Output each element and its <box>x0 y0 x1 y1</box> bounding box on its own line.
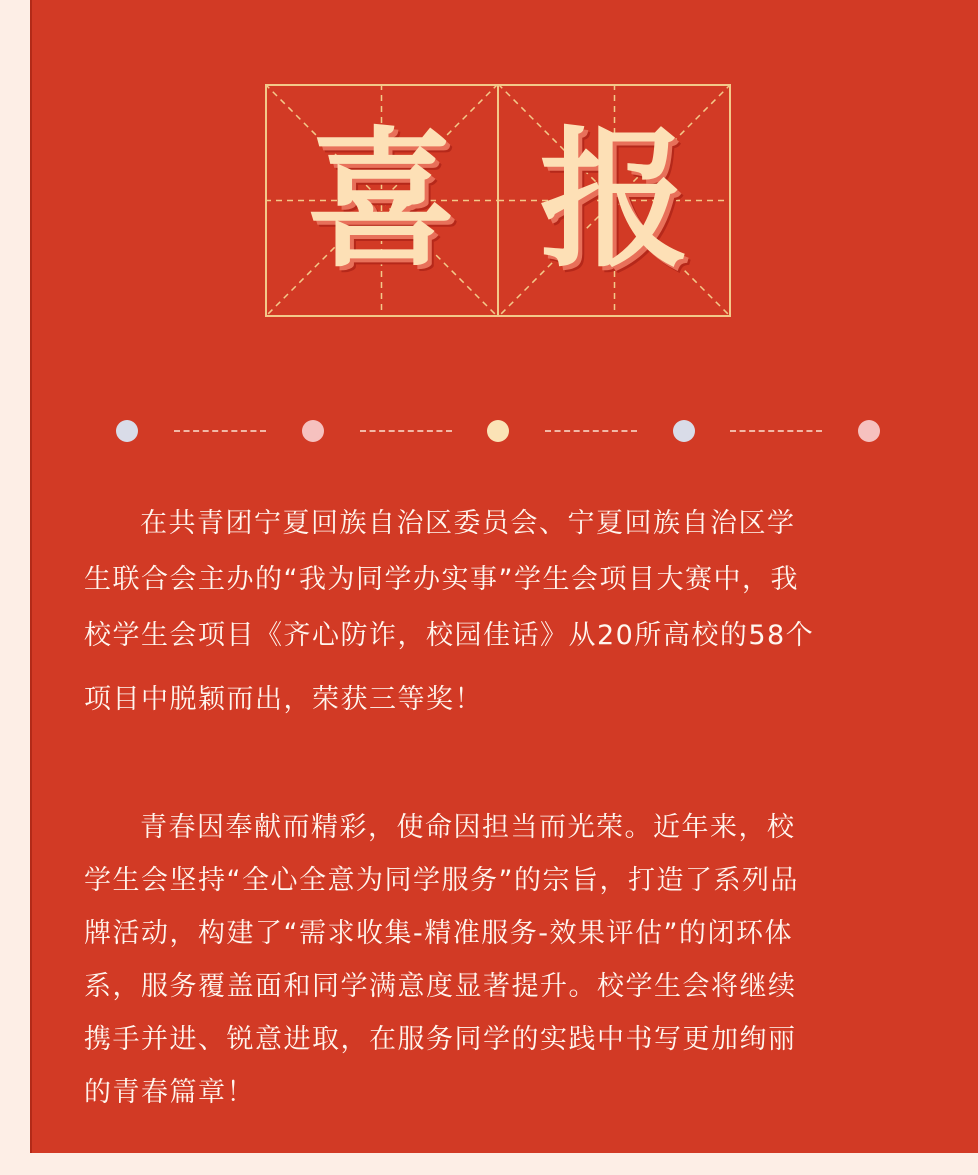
divider-dot <box>858 420 880 442</box>
paragraph-line: 项目中脱颖而出，荣获三等奖！ <box>84 684 483 715</box>
divider-dash <box>545 430 637 432</box>
paragraph-line: 系，服务覆盖面和同学满意度显著提升。校学生会将继续 <box>84 971 797 1002</box>
divider-dash <box>730 430 822 432</box>
divider-dash <box>174 430 266 432</box>
divider-dot <box>487 420 509 442</box>
divider-dot <box>116 420 138 442</box>
divider-dot <box>302 420 324 442</box>
paragraph-line: 携手并进、锐意进取，在服务同学的实践中书写更加绚丽 <box>84 1024 797 1055</box>
paragraph-line: 青春因奉献而精彩，使命因担当而光荣。近年来，校 <box>140 812 796 843</box>
paragraph-line: 的青春篇章！ <box>84 1077 255 1108</box>
paragraph-line: 在共青团宁夏回族自治区委员会、宁夏回族自治区学 <box>140 508 796 539</box>
paragraph-line: 校学生会项目《齐心防诈，校园佳话》从20所高校的58个 <box>84 620 815 651</box>
paragraph-line: 生联合会主办的“我为同学办实事”学生会项目大赛中，我 <box>84 564 799 595</box>
paragraph-line: 牌活动，构建了“需求收集-精准服务-效果评估”的闭环体 <box>84 918 793 949</box>
dot-divider <box>116 417 882 443</box>
divider-dash <box>360 430 452 432</box>
paragraph-line: 学生会坚持“全心全意为同学服务”的宗旨，打造了系列品 <box>84 865 799 896</box>
title-char-bao: 报 <box>539 113 690 288</box>
title-grid <box>265 84 731 317</box>
divider-dot <box>673 420 695 442</box>
paragraph-achievements <box>84 806 924 1124</box>
title-char-xi: 喜 <box>306 113 457 288</box>
paragraph-award <box>84 502 924 734</box>
